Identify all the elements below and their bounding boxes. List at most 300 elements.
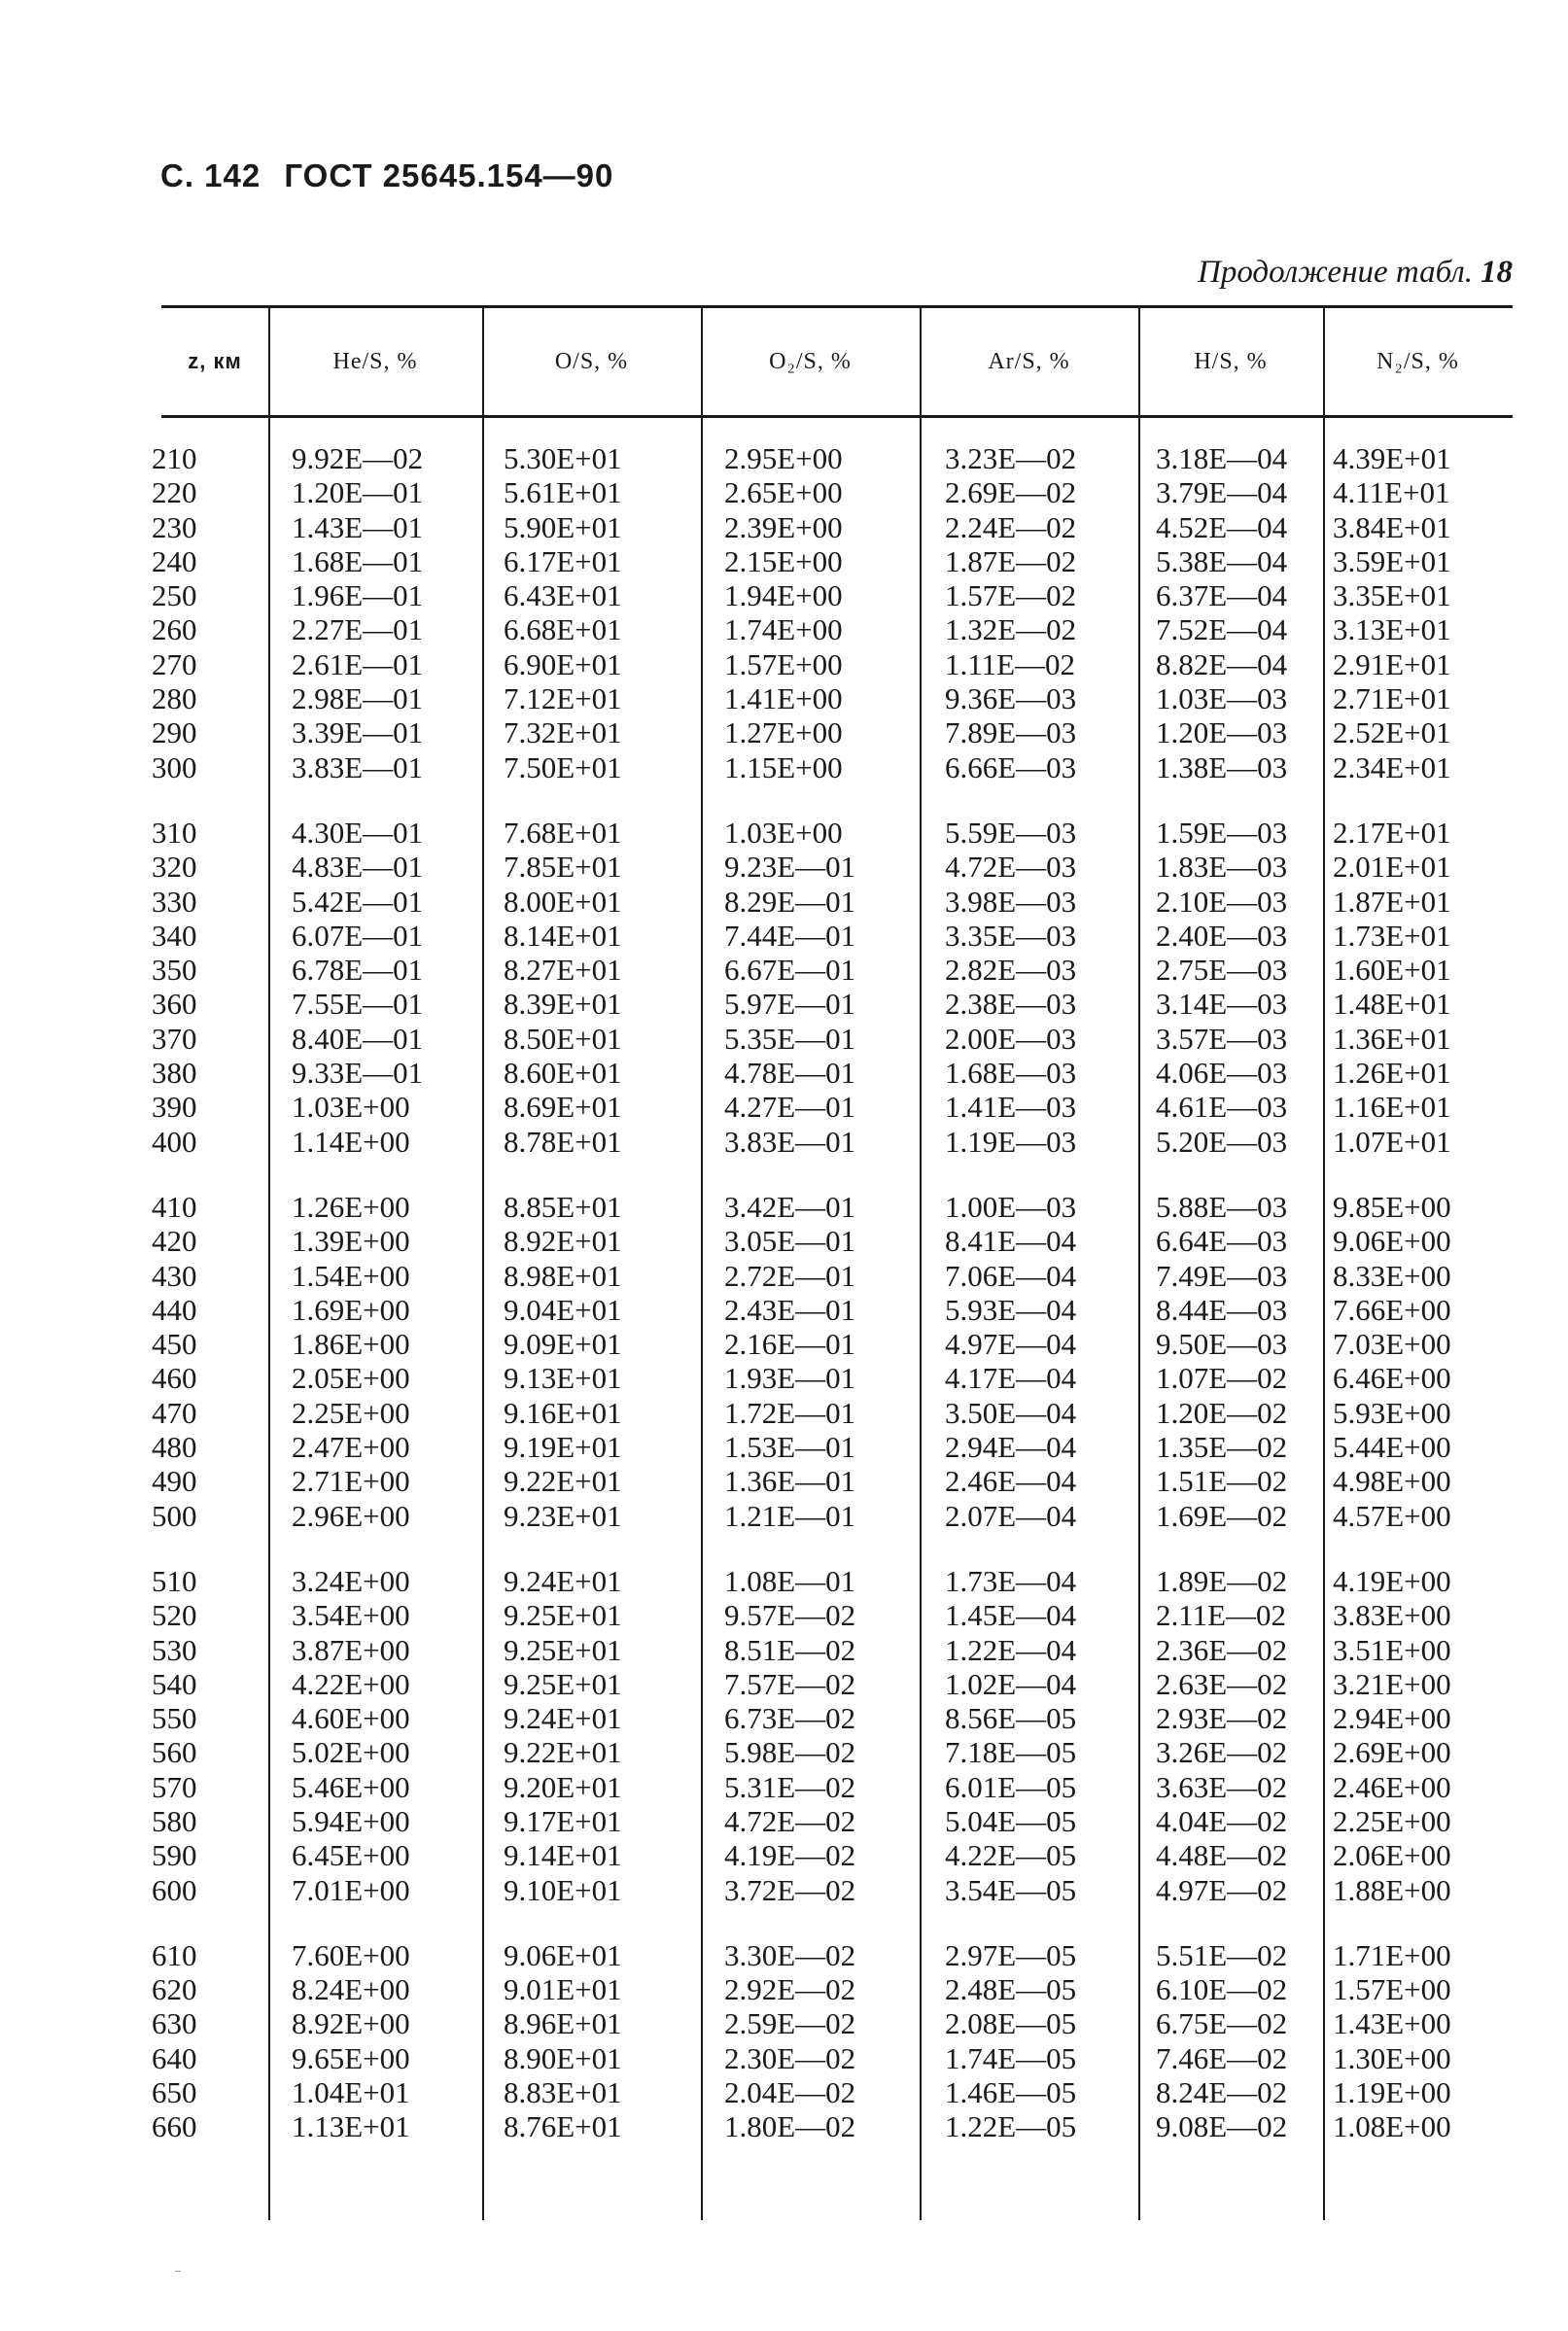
cell-o-s: 7.85E+01 [504, 850, 622, 885]
cell-n2-s: 7.66E+00 [1333, 1292, 1451, 1327]
cell-ar-s: 2.46E—04 [945, 1464, 1077, 1499]
table-row [152, 1124, 1513, 1159]
cell-ar-s: 2.69E—02 [945, 475, 1077, 510]
cell-he-s: 8.40E—01 [292, 1021, 424, 1056]
cell-h-s: 1.35E—02 [1156, 1430, 1288, 1465]
cell-h-s: 1.89E—02 [1156, 1563, 1288, 1598]
cell-o2-s: 7.57E—02 [724, 1666, 856, 1701]
cell-z-km: 640 [152, 2040, 197, 2075]
cell-he-s: 5.94E+00 [292, 1803, 410, 1838]
cell-o-s: 9.01E+01 [504, 1972, 622, 2007]
cell-o-s: 8.50E+01 [504, 1021, 622, 1056]
cell-ar-s: 8.41E—04 [945, 1224, 1077, 1259]
cell-o2-s: 1.27E+00 [724, 715, 843, 750]
cell-z-km: 260 [152, 612, 197, 647]
table-header-row [161, 308, 1513, 415]
table-row [152, 1498, 1513, 1533]
cell-o-s: 9.13E+01 [504, 1361, 622, 1396]
table-row [152, 918, 1513, 953]
cell-o-s: 9.10E+01 [504, 1872, 622, 1907]
table-row [152, 509, 1513, 544]
cell-he-s: 1.26E+00 [292, 1189, 410, 1224]
cell-ar-s: 1.73E—04 [945, 1563, 1077, 1598]
column-divider [920, 305, 922, 2220]
cell-o2-s: 4.78E—01 [724, 1056, 856, 1091]
cell-n2-s: 5.44E+00 [1333, 1430, 1451, 1465]
table-row [152, 1430, 1513, 1465]
cell-h-s: 2.63E—02 [1156, 1666, 1288, 1701]
cell-n2-s: 1.26E+01 [1333, 1056, 1451, 1091]
table-row [152, 1361, 1513, 1396]
cell-h-s: 9.50E—03 [1156, 1327, 1288, 1362]
cell-o-s: 6.17E+01 [504, 543, 622, 578]
cell-ar-s: 9.36E—03 [945, 681, 1077, 716]
cell-n2-s: 4.39E+01 [1333, 441, 1451, 475]
cell-o-s: 9.25E+01 [504, 1598, 622, 1633]
column-header-o2-s: O₂/S, % [769, 348, 852, 374]
cell-he-s: 9.92E—02 [292, 441, 424, 475]
cell-he-s: 6.07E—01 [292, 918, 424, 953]
cell-he-s: 1.03E+00 [292, 1090, 410, 1125]
table-row [152, 2109, 1513, 2144]
table-row [152, 1769, 1513, 1804]
cell-he-s: 2.96E+00 [292, 1498, 410, 1533]
table-row [152, 1632, 1513, 1667]
cell-z-km: 230 [152, 509, 197, 544]
cell-o2-s: 3.05E—01 [724, 1224, 856, 1259]
cell-h-s: 5.38E—04 [1156, 543, 1288, 578]
cell-ar-s: 1.00E—03 [945, 1189, 1077, 1224]
cell-h-s: 5.51E—02 [1156, 1937, 1288, 1972]
table-row [152, 850, 1513, 885]
cell-z-km: 370 [152, 1021, 197, 1056]
table-row [152, 578, 1513, 613]
table-row [152, 646, 1513, 681]
cell-z-km: 600 [152, 1872, 197, 1907]
cell-h-s: 3.26E—02 [1156, 1735, 1288, 1770]
cell-o-s: 9.22E+01 [504, 1735, 622, 1770]
cell-ar-s: 2.48E—05 [945, 1972, 1077, 2007]
cell-n2-s: 2.17E+01 [1333, 815, 1451, 850]
cell-o-s: 7.12E+01 [504, 681, 622, 716]
cell-he-s: 1.13E+01 [292, 2109, 410, 2144]
table-row [152, 1598, 1513, 1633]
cell-ar-s: 4.22E—05 [945, 1838, 1077, 1873]
cell-he-s: 1.68E—01 [292, 543, 424, 578]
cell-n2-s: 7.03E+00 [1333, 1327, 1451, 1362]
cell-o-s: 9.04E+01 [504, 1292, 622, 1327]
cell-z-km: 500 [152, 1498, 197, 1533]
cell-o-s: 9.25E+01 [504, 1632, 622, 1667]
cell-o2-s: 6.67E—01 [724, 953, 856, 988]
cell-h-s: 2.10E—03 [1156, 884, 1288, 919]
cell-he-s: 2.61E—01 [292, 646, 424, 681]
cell-o-s: 7.50E+01 [504, 749, 622, 784]
cell-he-s: 4.60E+00 [292, 1701, 410, 1736]
cell-o2-s: 2.43E—01 [724, 1292, 856, 1327]
cell-o2-s: 2.95E+00 [724, 441, 843, 475]
cell-z-km: 610 [152, 1937, 197, 1972]
cell-o2-s: 1.93E—01 [724, 1361, 856, 1396]
cell-z-km: 630 [152, 2006, 197, 2041]
cell-h-s: 1.20E—02 [1156, 1395, 1288, 1430]
cell-he-s: 1.96E—01 [292, 578, 424, 613]
cell-he-s: 1.86E+00 [292, 1327, 410, 1362]
cell-n2-s: 3.83E+00 [1333, 1598, 1451, 1633]
cell-o-s: 9.17E+01 [504, 1803, 622, 1838]
cell-n2-s: 1.71E+00 [1333, 1937, 1451, 1972]
cell-he-s: 8.92E+00 [292, 2006, 410, 2041]
cell-z-km: 340 [152, 918, 197, 953]
cell-h-s: 3.14E—03 [1156, 987, 1288, 1022]
cell-o2-s: 5.35E—01 [724, 1021, 856, 1056]
cell-ar-s: 1.74E—05 [945, 2040, 1077, 2075]
cell-o-s: 6.43E+01 [504, 578, 622, 613]
table-row [152, 1327, 1513, 1362]
cell-he-s: 5.02E+00 [292, 1735, 410, 1770]
cell-ar-s: 6.01E—05 [945, 1769, 1077, 1804]
cell-z-km: 350 [152, 953, 197, 988]
cell-o-s: 9.24E+01 [504, 1701, 622, 1736]
cell-he-s: 1.04E+01 [292, 2075, 410, 2110]
cell-n2-s: 1.16E+01 [1333, 1090, 1451, 1125]
cell-n2-s: 1.60E+01 [1333, 953, 1451, 988]
cell-h-s: 1.07E—02 [1156, 1361, 1288, 1396]
cell-n2-s: 2.52E+01 [1333, 715, 1451, 750]
column-header-h-s: H/S, % [1194, 348, 1268, 374]
cell-n2-s: 3.51E+00 [1333, 1632, 1451, 1667]
cell-z-km: 490 [152, 1464, 197, 1499]
cell-n2-s: 1.43E+00 [1333, 2006, 1451, 2041]
cell-z-km: 240 [152, 543, 197, 578]
cell-o2-s: 4.19E—02 [724, 1838, 856, 1873]
cell-n2-s: 3.21E+00 [1333, 1666, 1451, 1701]
cell-o2-s: 4.72E—02 [724, 1803, 856, 1838]
column-divider [268, 305, 270, 2220]
cell-n2-s: 1.30E+00 [1333, 2040, 1451, 2075]
cell-he-s: 2.98E—01 [292, 681, 424, 716]
cell-z-km: 550 [152, 1701, 197, 1736]
cell-h-s: 7.46E—02 [1156, 2040, 1288, 2075]
column-header-ar-s: Ar/S, % [988, 348, 1070, 374]
cell-o2-s: 8.29E—01 [724, 884, 856, 919]
cell-o2-s: 6.73E—02 [724, 1701, 856, 1736]
cell-h-s: 6.64E—03 [1156, 1224, 1288, 1259]
column-header-o-s: O/S, % [554, 348, 629, 374]
cell-z-km: 650 [152, 2075, 197, 2110]
cell-z-km: 220 [152, 475, 197, 510]
cell-h-s: 3.57E—03 [1156, 1021, 1288, 1056]
cell-ar-s: 1.22E—04 [945, 1632, 1077, 1667]
cell-z-km: 300 [152, 749, 197, 784]
table-row [152, 884, 1513, 919]
cell-ar-s: 5.59E—03 [945, 815, 1077, 850]
cell-o-s: 9.24E+01 [504, 1563, 622, 1598]
cell-h-s: 1.51E—02 [1156, 1464, 1288, 1499]
cell-he-s: 2.27E—01 [292, 612, 424, 647]
table-row [152, 749, 1513, 784]
cell-n2-s: 1.19E+00 [1333, 2075, 1451, 2110]
cell-he-s: 3.39E—01 [292, 715, 424, 750]
cell-he-s: 4.83E—01 [292, 850, 424, 885]
page-header [160, 157, 627, 194]
cell-n2-s: 4.11E+01 [1333, 475, 1450, 510]
cell-ar-s: 2.07E—04 [945, 1498, 1077, 1533]
cell-o2-s: 1.53E—01 [724, 1430, 856, 1465]
cell-ar-s: 1.57E—02 [945, 578, 1077, 613]
column-divider [1138, 305, 1140, 2220]
cell-n2-s: 2.94E+00 [1333, 1701, 1451, 1736]
table-row [152, 1701, 1513, 1736]
cell-h-s: 4.97E—02 [1156, 1872, 1288, 1907]
cell-z-km: 660 [152, 2109, 197, 2144]
cell-o-s: 9.16E+01 [504, 1395, 622, 1430]
table-body [152, 441, 1513, 2175]
cell-h-s: 6.75E—02 [1156, 2006, 1288, 2041]
cell-z-km: 540 [152, 1666, 197, 1701]
table-row [152, 612, 1513, 647]
cell-o-s: 8.83E+01 [504, 2075, 622, 2110]
cell-n2-s: 8.33E+00 [1333, 1258, 1451, 1293]
table-row [152, 1803, 1513, 1838]
cell-h-s: 5.88E—03 [1156, 1189, 1288, 1224]
cell-ar-s: 7.18E—05 [945, 1735, 1077, 1770]
table-row [152, 1838, 1513, 1873]
cell-ar-s: 5.04E—05 [945, 1803, 1077, 1838]
cell-n2-s: 1.73E+01 [1333, 918, 1451, 953]
cell-ar-s: 1.32E—02 [945, 612, 1077, 647]
cell-h-s: 2.75E—03 [1156, 953, 1288, 988]
cell-z-km: 390 [152, 1090, 197, 1125]
cell-h-s: 1.83E—03 [1156, 850, 1288, 885]
cell-he-s: 5.46E+00 [292, 1769, 410, 1804]
cell-n2-s: 1.88E+00 [1333, 1872, 1451, 1907]
column-divider [1323, 305, 1325, 2220]
cell-he-s: 2.47E+00 [292, 1430, 410, 1465]
cell-o2-s: 1.80E—02 [724, 2109, 856, 2144]
cell-ar-s: 1.68E—03 [945, 1056, 1077, 1091]
cell-o2-s: 3.83E—01 [724, 1124, 856, 1159]
cell-n2-s: 3.35E+01 [1333, 578, 1451, 613]
cell-he-s: 2.05E+00 [292, 1361, 410, 1396]
cell-n2-s: 1.48E+01 [1333, 987, 1451, 1022]
cell-z-km: 480 [152, 1430, 197, 1465]
cell-he-s: 1.69E+00 [292, 1292, 410, 1327]
cell-h-s: 4.61E—03 [1156, 1090, 1288, 1125]
cell-n2-s: 2.01E+01 [1333, 850, 1451, 885]
cell-o-s: 8.27E+01 [504, 953, 622, 988]
table-row [152, 1090, 1513, 1125]
table-row [152, 1937, 1513, 1972]
cell-o2-s: 1.36E—01 [724, 1464, 856, 1499]
cell-ar-s: 1.22E—05 [945, 2109, 1077, 2144]
cell-ar-s: 2.94E—04 [945, 1430, 1077, 1465]
cell-o-s: 8.96E+01 [504, 2006, 622, 2041]
cell-o-s: 9.09E+01 [504, 1327, 622, 1362]
continuation-label: Продолжение табл. [1198, 255, 1473, 290]
cell-z-km: 520 [152, 1598, 197, 1633]
table-row [152, 1563, 1513, 1598]
cell-n2-s: 2.46E+00 [1333, 1769, 1451, 1804]
table-row [152, 1021, 1513, 1056]
table-row [152, 1189, 1513, 1224]
cell-ar-s: 4.17E—04 [945, 1361, 1077, 1396]
row-group [152, 1937, 1513, 2144]
cell-z-km: 320 [152, 850, 197, 885]
cell-o-s: 8.39E+01 [504, 987, 622, 1022]
cell-o2-s: 2.16E—01 [724, 1327, 856, 1362]
cell-h-s: 9.08E—02 [1156, 2109, 1288, 2144]
cell-o-s: 7.32E+01 [504, 715, 622, 750]
cell-n2-s: 9.06E+00 [1333, 1224, 1451, 1259]
cell-he-s: 6.45E+00 [292, 1838, 410, 1873]
cell-z-km: 380 [152, 1056, 197, 1091]
cell-ar-s: 7.06E—04 [945, 1258, 1077, 1293]
cell-o-s: 5.90E+01 [504, 509, 622, 544]
cell-ar-s: 1.11E—02 [945, 646, 1076, 681]
cell-o2-s: 9.57E—02 [724, 1598, 856, 1633]
cell-ar-s: 3.98E—03 [945, 884, 1077, 919]
cell-he-s: 2.25E+00 [292, 1395, 410, 1430]
cell-o-s: 9.20E+01 [504, 1769, 622, 1804]
cell-he-s: 5.42E—01 [292, 884, 424, 919]
cell-h-s: 4.48E—02 [1156, 1838, 1288, 1873]
cell-h-s: 1.38E—03 [1156, 749, 1288, 784]
cell-o2-s: 1.03E+00 [724, 815, 843, 850]
table-row [152, 1292, 1513, 1327]
cell-h-s: 6.10E—02 [1156, 1972, 1288, 2007]
cell-o2-s: 8.51E—02 [724, 1632, 856, 1667]
cell-z-km: 460 [152, 1361, 197, 1396]
table-number: 18 [1481, 255, 1513, 290]
cell-ar-s: 2.08E—05 [945, 2006, 1077, 2041]
cell-ar-s: 3.50E—04 [945, 1395, 1077, 1430]
cell-o2-s: 1.15E+00 [724, 749, 843, 784]
cell-o2-s: 5.97E—01 [724, 987, 856, 1022]
cell-he-s: 8.24E+00 [292, 1972, 410, 2007]
cell-n2-s: 1.08E+00 [1333, 2109, 1451, 2144]
cell-h-s: 7.49E—03 [1156, 1258, 1288, 1293]
standard-number: ГОСТ 25645.154—90 [284, 157, 614, 193]
cell-o-s: 8.85E+01 [504, 1189, 622, 1224]
cell-h-s: 2.36E—02 [1156, 1632, 1288, 1667]
cell-ar-s: 7.89E—03 [945, 715, 1077, 750]
cell-h-s: 1.69E—02 [1156, 1498, 1288, 1533]
cell-o-s: 8.90E+01 [504, 2040, 622, 2075]
cell-n2-s: 4.98E+00 [1333, 1464, 1451, 1499]
table-row [152, 1666, 1513, 1701]
cell-n2-s: 2.91E+01 [1333, 646, 1451, 681]
cell-z-km: 620 [152, 1972, 197, 2007]
cell-n2-s: 1.57E+00 [1333, 1972, 1451, 2007]
table-row [152, 815, 1513, 850]
cell-he-s: 1.43E—01 [292, 509, 424, 544]
row-group [152, 1189, 1513, 1533]
cell-o2-s: 2.72E—01 [724, 1258, 856, 1293]
cell-h-s: 8.24E—02 [1156, 2075, 1288, 2110]
cell-z-km: 450 [152, 1327, 197, 1362]
cell-o2-s: 2.92E—02 [724, 1972, 856, 2007]
cell-h-s: 2.11E—02 [1156, 1598, 1287, 1633]
cell-ar-s: 1.02E—04 [945, 1666, 1077, 1701]
cell-ar-s: 2.24E—02 [945, 509, 1077, 544]
cell-n2-s: 1.36E+01 [1333, 1021, 1451, 1056]
table-row [152, 1972, 1513, 2007]
cell-o2-s: 3.42E—01 [724, 1189, 856, 1224]
cell-o-s: 8.76E+01 [504, 2109, 622, 2144]
cell-ar-s: 3.23E—02 [945, 441, 1077, 475]
cell-z-km: 440 [152, 1292, 197, 1327]
cell-z-km: 570 [152, 1769, 197, 1804]
cell-n2-s: 1.07E+01 [1333, 1124, 1451, 1159]
cell-n2-s: 6.46E+00 [1333, 1361, 1451, 1396]
cell-z-km: 510 [152, 1563, 197, 1598]
cell-z-km: 430 [152, 1258, 197, 1293]
cell-o2-s: 7.44E—01 [724, 918, 856, 953]
cell-o-s: 9.14E+01 [504, 1838, 622, 1873]
cell-n2-s: 4.57E+00 [1333, 1498, 1451, 1533]
cell-he-s: 9.65E+00 [292, 2040, 410, 2075]
cell-o2-s: 3.30E—02 [724, 1937, 856, 1972]
cell-n2-s: 5.93E+00 [1333, 1395, 1451, 1430]
row-group [152, 1563, 1513, 1907]
cell-ar-s: 8.56E—05 [945, 1701, 1077, 1736]
cell-o2-s: 5.31E—02 [724, 1769, 856, 1804]
cell-ar-s: 4.72E—03 [945, 850, 1077, 885]
cell-o2-s: 1.57E+00 [724, 646, 843, 681]
cell-o2-s: 1.74E+00 [724, 612, 843, 647]
cell-o-s: 5.61E+01 [504, 475, 622, 510]
table-row [152, 475, 1513, 510]
cell-o-s: 8.60E+01 [504, 1056, 622, 1091]
cell-h-s: 2.93E—02 [1156, 1701, 1288, 1736]
table-row [152, 987, 1513, 1022]
table-row [152, 2040, 1513, 2075]
table-row [152, 441, 1513, 475]
cell-o-s: 8.92E+01 [504, 1224, 622, 1259]
cell-he-s: 3.54E+00 [292, 1598, 410, 1633]
cell-o-s: 9.19E+01 [504, 1430, 622, 1465]
cell-h-s: 1.20E—03 [1156, 715, 1288, 750]
cell-h-s: 4.06E—03 [1156, 1056, 1288, 1091]
cell-ar-s: 2.97E—05 [945, 1937, 1077, 1972]
cell-o2-s: 1.72E—01 [724, 1395, 856, 1430]
cell-o-s: 8.14E+01 [504, 918, 622, 953]
cell-o2-s: 2.15E+00 [724, 543, 843, 578]
cell-h-s: 2.40E—03 [1156, 918, 1288, 953]
cell-o-s: 8.98E+01 [504, 1258, 622, 1293]
cell-z-km: 400 [152, 1124, 197, 1159]
column-header-z-km: z, км [188, 349, 242, 373]
cell-h-s: 1.03E—03 [1156, 681, 1288, 716]
cell-z-km: 330 [152, 884, 197, 919]
cell-h-s: 1.59E—03 [1156, 815, 1288, 850]
cell-ar-s: 1.45E—04 [945, 1598, 1077, 1633]
cell-h-s: 7.52E—04 [1156, 612, 1288, 647]
cell-o-s: 9.06E+01 [504, 1937, 622, 1972]
cell-n2-s: 1.87E+01 [1333, 884, 1451, 919]
column-divider [701, 305, 703, 2220]
table-row [152, 2075, 1513, 2110]
cell-he-s: 1.20E—01 [292, 475, 424, 510]
cell-h-s: 8.82E—04 [1156, 646, 1288, 681]
cell-z-km: 590 [152, 1838, 197, 1873]
cell-ar-s: 1.87E—02 [945, 543, 1077, 578]
cell-h-s: 4.52E—04 [1156, 509, 1288, 544]
cell-o2-s: 2.39E+00 [724, 509, 843, 544]
cell-he-s: 4.22E+00 [292, 1666, 410, 1701]
table-row [152, 1258, 1513, 1293]
